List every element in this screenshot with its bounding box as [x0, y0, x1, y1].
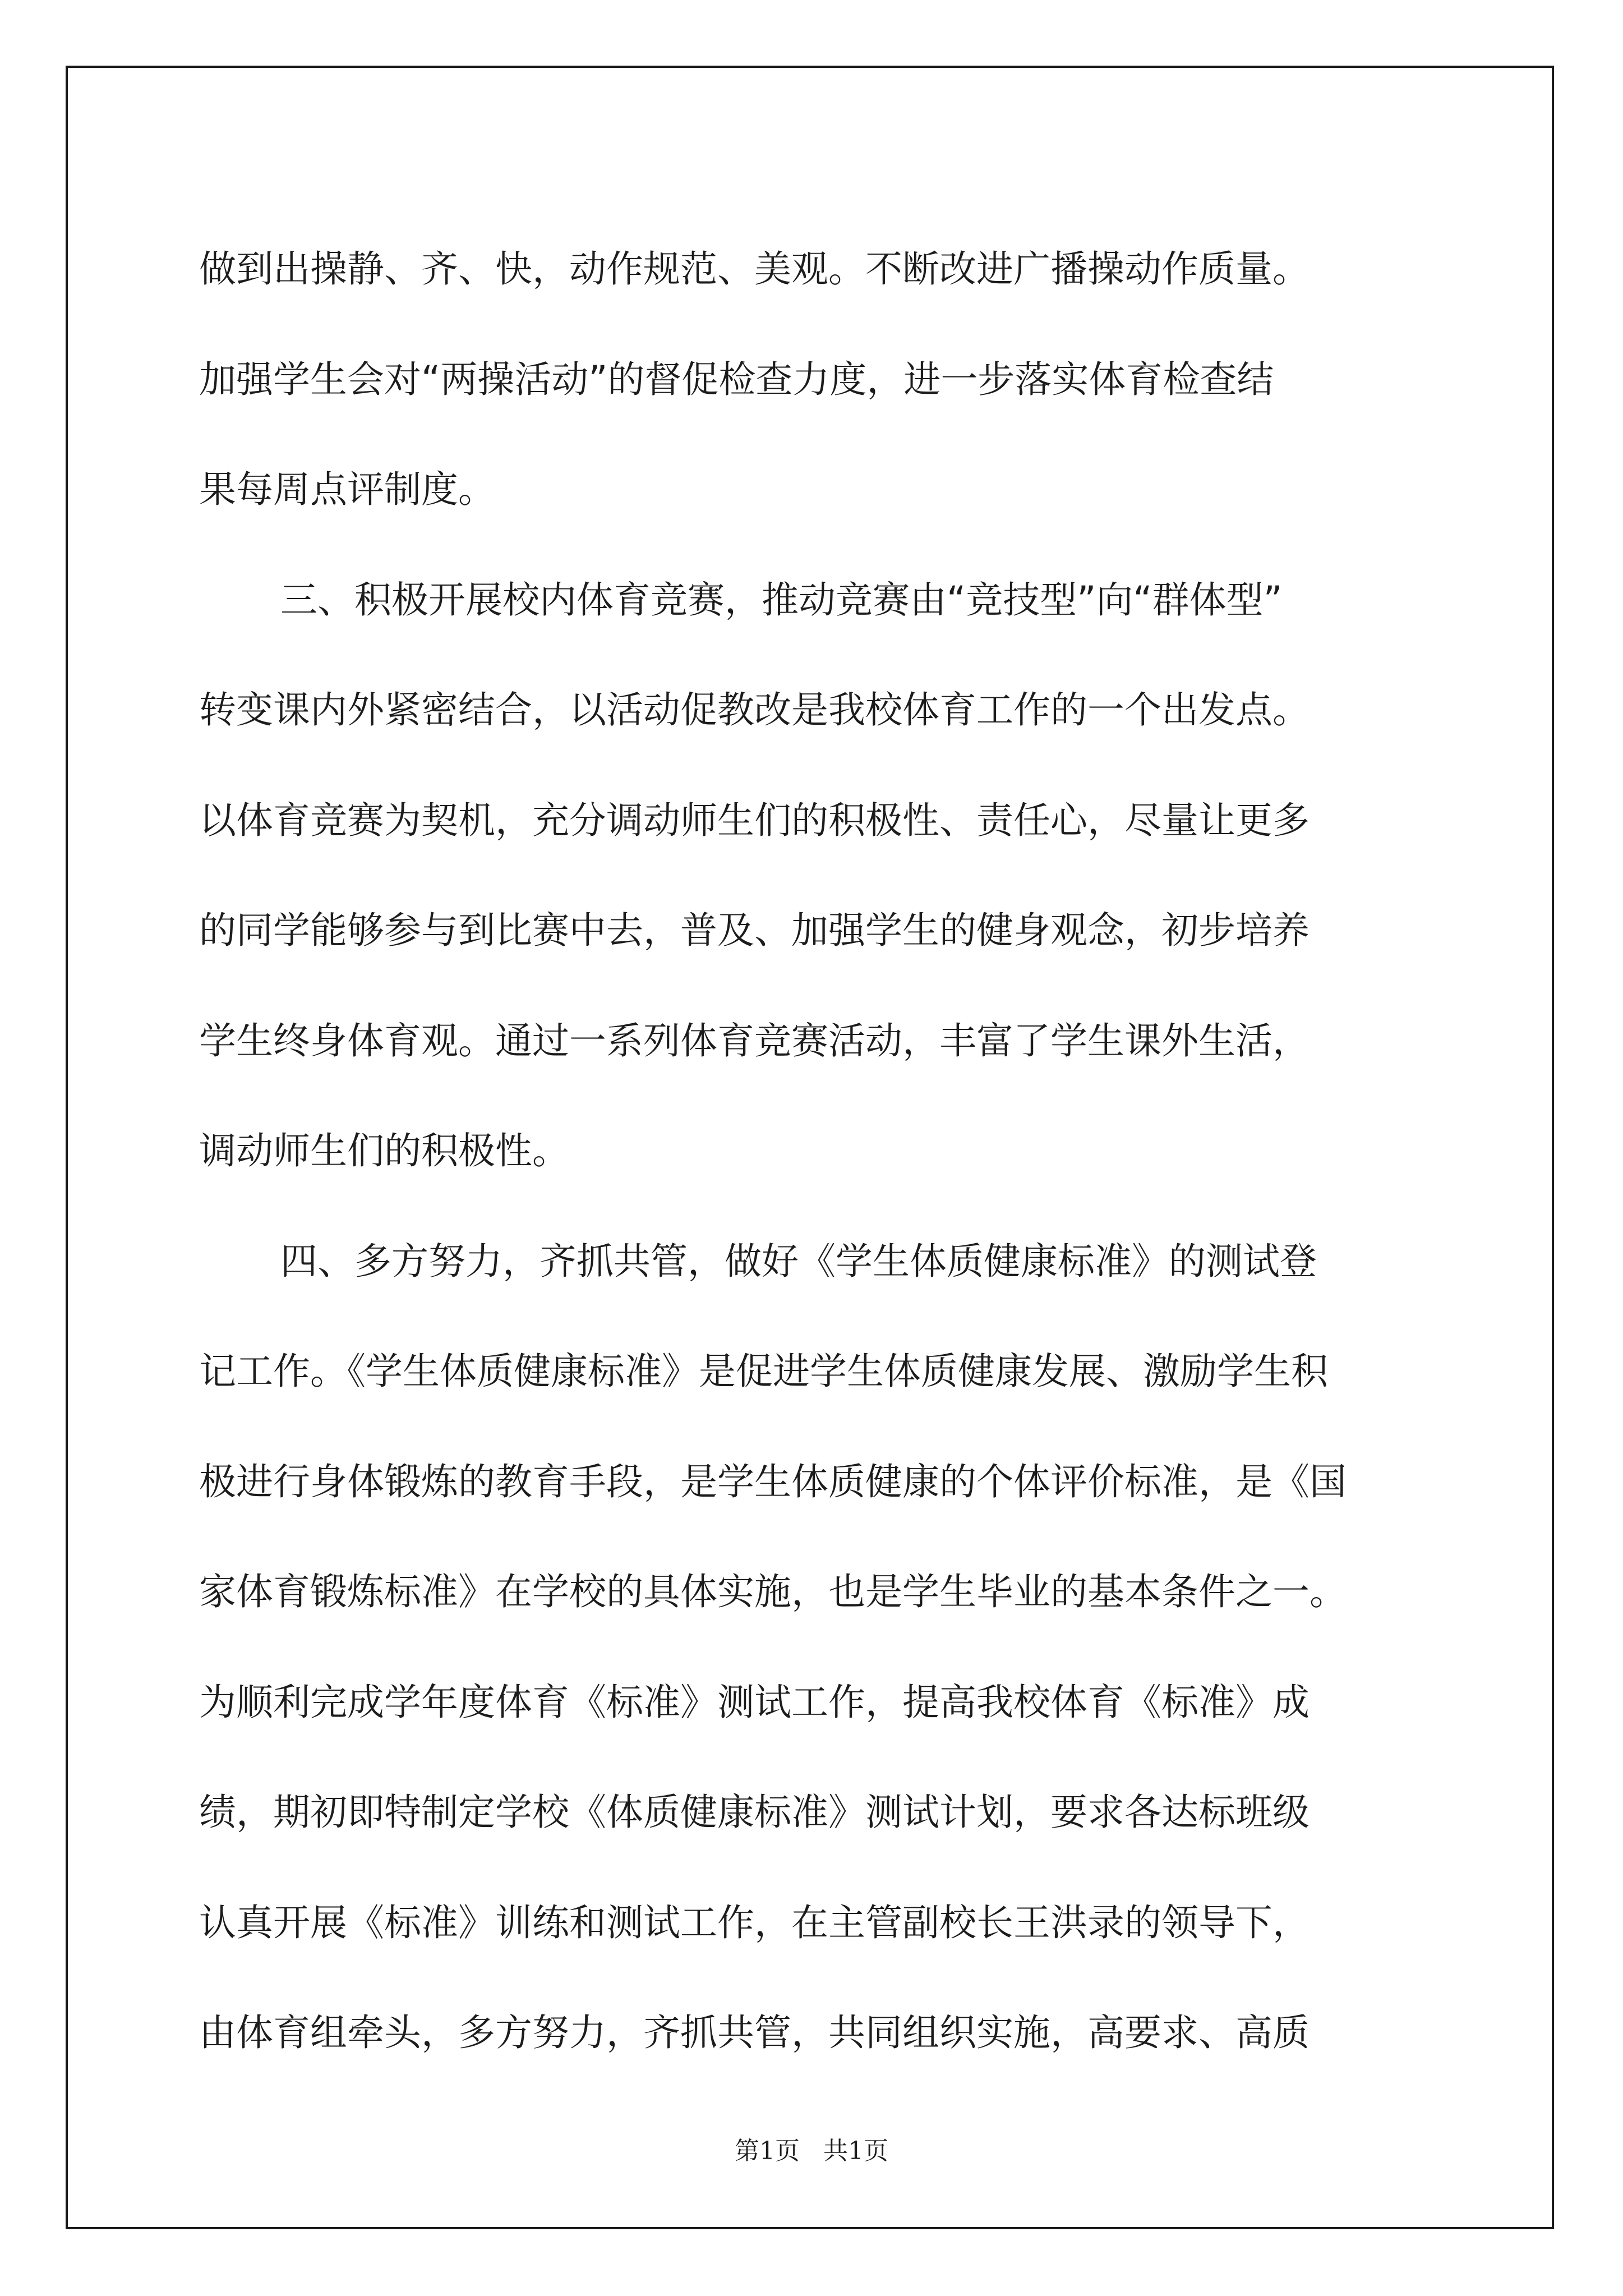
- page-number-footer: 第1页 共1页: [735, 2137, 888, 2165]
- text-line: 果每周点评制度。: [199, 468, 495, 511]
- text-line: 为顺利完成学年度体育《标准》测试工作，提高我校体育《标准》成: [199, 1680, 1310, 1724]
- text-line: 家体育锻炼标准》在学校的具体实施，也是学生毕业的基本条件之一。: [199, 1570, 1347, 1613]
- text-line: 以体育竞赛为契机，充分调动师生们的积极性、责任心，尽量让更多: [199, 798, 1310, 842]
- paragraph-first-line: 三、积极开展校内体育竞赛，推动竞赛由“竞技型”向“群体型”: [280, 578, 1283, 622]
- text-line: 的同学能够参与到比赛中去，普及、加强学生的健身观念，初步培养: [199, 909, 1310, 952]
- text-line: 学生终身体育观。通过一系列体育竞赛活动，丰富了学生课外生活，: [199, 1019, 1310, 1062]
- text-line: 加强学生会对“两操活动”的督促检查力度，进一步落实体育检查结: [199, 357, 1274, 401]
- text-line: 由体育组牵头，多方努力，齐抓共管，共同组织实施，高要求、高质: [199, 2011, 1310, 2054]
- text-line: 做到出操静、齐、快，动作规范、美观。不断改进广播操动作质量。: [199, 247, 1310, 291]
- text-line: 转变课内外紧密结合，以活动促教改是我校体育工作的一个出发点。: [199, 688, 1310, 731]
- text-line: 调动师生们的积极性。: [199, 1129, 569, 1172]
- text-line: 认真开展《标准》训练和测试工作，在主管副校长王洪录的领导下，: [199, 1901, 1310, 1944]
- text-line: 记工作。《学生体质健康标准》是促进学生体质健康发展、激励学生积: [199, 1350, 1328, 1393]
- text-line: 极进行身体锻炼的教育手段，是学生体质健康的个体评价标准，是《国: [199, 1460, 1347, 1503]
- paragraph-first-line: 四、多方努力，齐抓共管，做好《学生体质健康标准》的测试登: [280, 1239, 1317, 1283]
- text-line: 绩，期初即特制定学校《体质健康标准》测试计划，要求各达标班级: [199, 1791, 1310, 1834]
- document-body: [199, 214, 1441, 2088]
